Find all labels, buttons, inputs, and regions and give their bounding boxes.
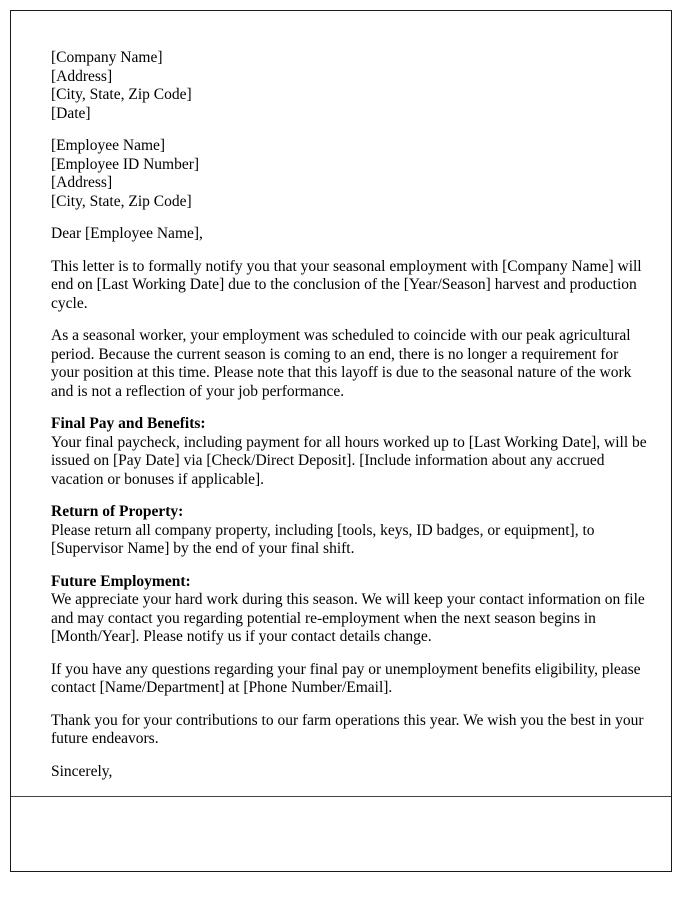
recipient-employee-id: [Employee ID Number]	[51, 155, 200, 173]
sender-city-state-zip: [City, State, Zip Code]	[51, 86, 192, 103]
seasonal-explanation-paragraph: As a seasonal worker, your employment was scheduled to coincide with our peak agricultural period. Because the current season is coming to an end, there is no longer a requirement for your position at this time. Please note that this layoff is due to the seasonal nature of the work and is not a reflection of your job performance.	[51, 327, 632, 400]
recipient-address: [Address]	[51, 174, 113, 191]
recipient-block	[51, 137, 649, 211]
thanks-paragraph: Thank you for your contributions to our farm operations this year. We wish you the best in your future endeavors.	[51, 711, 644, 747]
sender-block	[51, 49, 649, 123]
section-return-of-property	[51, 503, 649, 559]
recipient-name: [Employee Name]	[51, 137, 166, 154]
section-heading-return-of-property: Return of Property:	[51, 503, 184, 520]
letter-content	[11, 11, 671, 781]
letter-date: [Date]	[51, 104, 91, 122]
page-break-divider	[11, 796, 671, 797]
section-body-future-employment: We appreciate your hard work during this season. We will keep your contact information on file and may contact you regarding potential re-employment when the next season begins in [Month/Year]. Please notify us if your contact details change.	[51, 591, 645, 645]
section-future-employment	[51, 573, 649, 647]
letter-page	[10, 10, 672, 872]
sender-company: [Company Name]	[51, 49, 163, 66]
closing-line: Sincerely,	[51, 762, 113, 780]
section-body-final-pay: Your final paycheck, including payment for all hours worked up to [Last Working Date], will be issued on [Pay Date] via [Check/Direct Deposit]. [Include information about any accrued vacation or bonuses if applicable].	[51, 433, 647, 488]
intro-paragraph: This letter is to formally notify you that your seasonal employment with [Company Name] will end on [Last Working Date] due to the conclusion of the [Year/Season] harvest and production cycle.	[51, 257, 642, 312]
questions-paragraph: If you have any questions regarding your final pay or unemployment benefits eligibility, please contact [Name/Department] at [Phone Number/Email].	[51, 660, 641, 696]
recipient-city-state-zip: [City, State, Zip Code]	[51, 192, 192, 210]
section-heading-future-employment: Future Employment:	[51, 572, 191, 590]
section-heading-final-pay: Final Pay and Benefits:	[51, 415, 206, 432]
section-body-return-of-property: Please return all company property, including [tools, keys, ID badges, or equipment], to [Supervisor Name] by the end of your final shift.	[51, 521, 595, 557]
section-final-pay	[51, 415, 649, 489]
sender-address: [Address]	[51, 67, 113, 85]
salutation: Dear [Employee Name],	[51, 225, 203, 242]
